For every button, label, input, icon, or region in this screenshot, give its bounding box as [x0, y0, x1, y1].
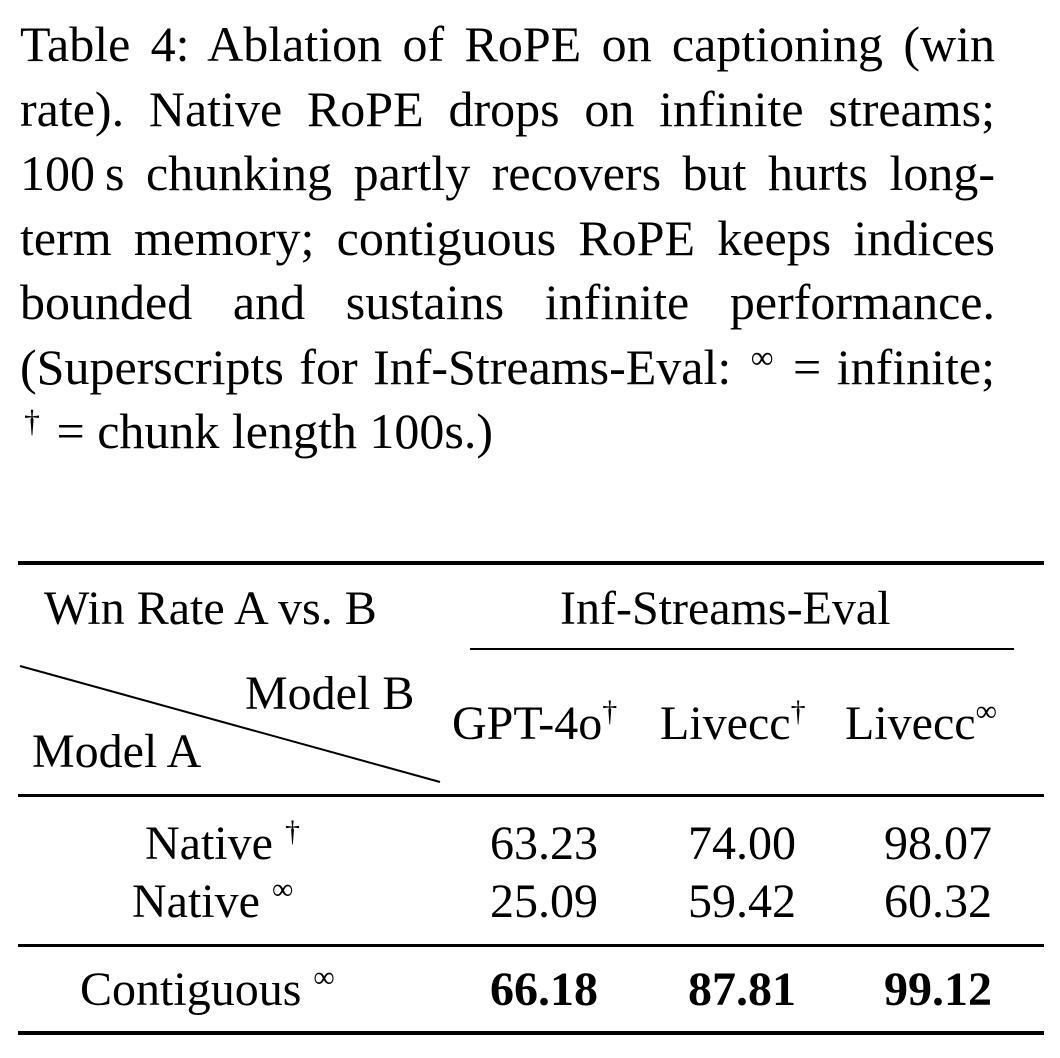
table-cell: 25.09 — [490, 875, 598, 928]
table-cell: 87.81 — [688, 963, 796, 1016]
row-label-contiguous-infinite: Contiguous ∞ — [80, 961, 335, 1016]
model-a-label: Model A — [32, 725, 202, 778]
row-label-contiguous-infinite-superscript: ∞ — [313, 961, 335, 994]
corner-title: Win Rate A vs. B — [44, 582, 377, 635]
column-header-livecc-chunked-superscript: † — [790, 695, 806, 728]
column-header-gpt4o: GPT-4o† — [452, 695, 618, 750]
column-header-gpt4o-superscript: † — [602, 695, 618, 728]
caption-text-1: Table 4: Ablation of RoPE on captioning (win rate). Native RoPE drops on infinite streams; 100 s chunking partly recovers but hurts long-term memory; contiguous RoPE keeps indices bounded and sustains infinite performance. (Superscripts for Inf-Streams-Eval: — [20, 16, 995, 395]
table-cell: 63.23 — [490, 817, 598, 870]
row-label-native-chunked: Native † — [145, 815, 300, 870]
column-header-livecc-chunked: Livecc† — [660, 695, 806, 750]
caption-inf-symbol: ∞ — [750, 338, 774, 375]
table-cell: 99.12 — [884, 963, 992, 1016]
table-cell: 60.32 — [884, 875, 992, 928]
table-cell: 59.42 — [688, 875, 796, 928]
table-cell: 74.00 — [688, 817, 796, 870]
caption-dagger-symbol: † — [24, 403, 40, 439]
column-header-livecc-infinite: Livecc∞ — [845, 695, 997, 750]
caption-text-2: = infinite; — [777, 338, 995, 395]
caption-text-3: = chunk length 100s.) — [44, 403, 493, 459]
table-cell: 66.18 — [490, 963, 598, 1016]
column-header-livecc-infinite-superscript: ∞ — [975, 695, 997, 728]
row-label-native-chunked-superscript: † — [284, 815, 300, 848]
row-label-native-infinite-superscript: ∞ — [271, 873, 294, 906]
group-header: Inf-Streams-Eval — [560, 582, 891, 635]
model-b-label: Model B — [245, 667, 415, 720]
table-cell: 98.07 — [884, 817, 992, 870]
row-label-native-infinite: Native ∞ — [132, 873, 294, 928]
